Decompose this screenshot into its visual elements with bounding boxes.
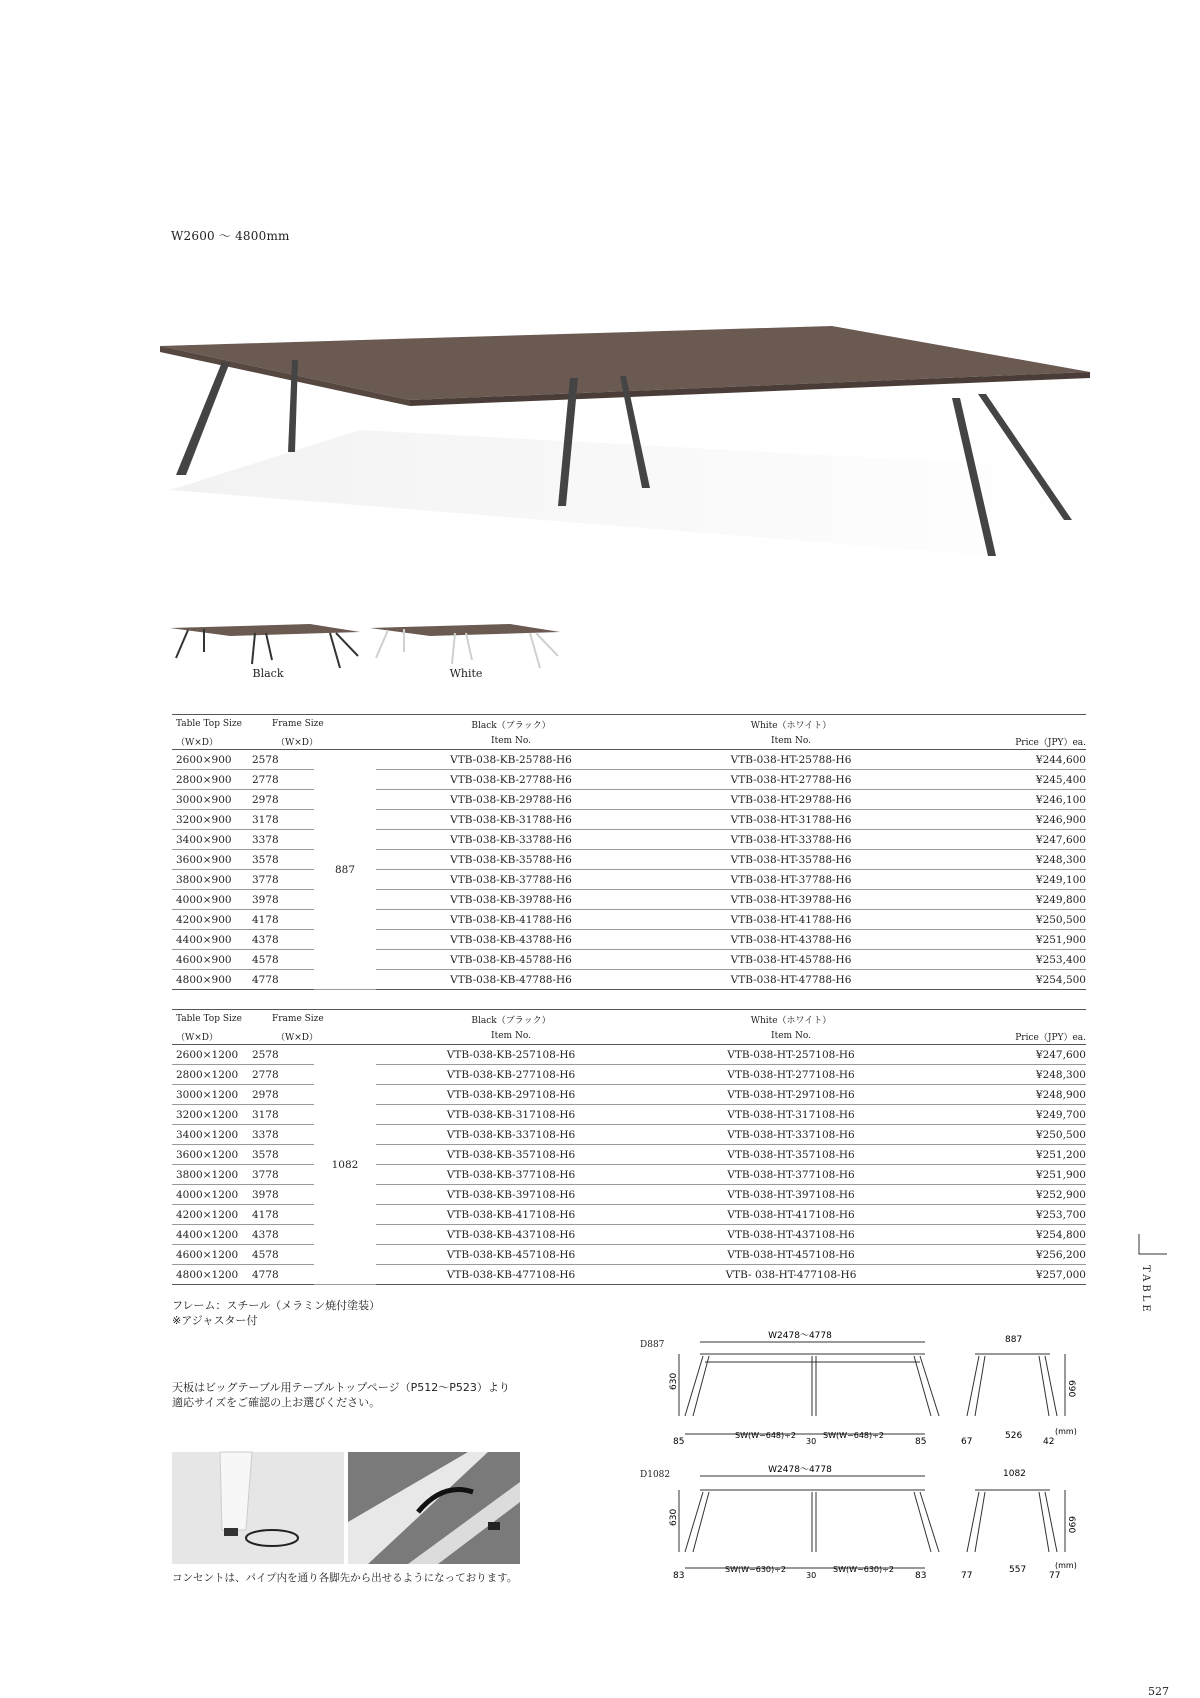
table-top-size-cell: 4000×900 [172,890,252,910]
price-cell: ¥247,600 [936,1045,1086,1065]
white-item-no-cell: VTB-038-HT-37788-H6 [646,870,936,890]
table-row [172,1265,1086,1285]
white-item-no-cell: VTB-038-HT-29788-H6 [646,790,936,810]
table-top-size-cell: 3200×900 [172,810,252,830]
frame-depth-cell: 887 [314,750,376,990]
white-item-no-cell: VTB-038-HT-397108-H6 [646,1185,936,1205]
frame-width-cell: 3778 [252,870,314,890]
table-top-size-cell: 3800×900 [172,870,252,890]
table-row [172,830,1086,850]
white-item-no-cell: VTB-038-HT-457108-H6 [646,1245,936,1265]
white-item-no-cell: VTB-038-HT-47788-H6 [646,970,936,990]
d1082-left-offset: 83 [673,1571,685,1581]
frame-width-cell: 4778 [252,970,314,990]
table-top-size-cell: 3600×900 [172,850,252,870]
col-price: Price（JPY）ea. [936,733,1086,750]
white-item-no-cell: VTB-038-HT-45788-H6 [646,950,936,970]
table-row [172,1125,1086,1145]
white-item-no-cell: VTB-038-HT-33788-H6 [646,830,936,850]
frame-width-cell: 4378 [252,930,314,950]
white-item-no-cell: VTB-038-HT-257108-H6 [646,1045,936,1065]
drawing-d887-front [669,1331,935,1447]
adjuster-note: ※アジャスター付 [172,1314,258,1327]
price-cell: ¥251,900 [936,930,1086,950]
black-item-no-cell: VTB-038-KB-33788-H6 [376,830,646,850]
drawing-d1082-front [669,1465,935,1581]
black-item-no-cell: VTB-038-KB-41788-H6 [376,910,646,930]
d1082-depth-height: 690 [1066,1516,1076,1534]
top-selection-note-1: 天板はビッグテーブル用テーブルトップページ（P512〜P523）より [172,1381,510,1394]
price-cell: ¥247,600 [936,830,1086,850]
table-top-size-cell: 3400×1200 [172,1125,252,1145]
table-row [172,750,1086,770]
table-row [172,1185,1086,1205]
black-item-no-cell: VTB-038-KB-257108-H6 [376,1045,646,1065]
frame-width-cell: 4178 [252,910,314,930]
d1082-side-right: 77 [1049,1571,1061,1581]
white-item-no-cell: VTB-038-HT-437108-H6 [646,1225,936,1245]
col-top-size-unit: （W×D） [172,733,252,750]
price-cell: ¥257,000 [936,1265,1086,1285]
table-row [172,890,1086,910]
d887-height: 630 [669,1372,679,1390]
frame-width-cell: 2778 [252,770,314,790]
black-item-no-cell: VTB-038-KB-43788-H6 [376,930,646,950]
top-selection-note-2: 適応サイズをご確認の上お選びください。 [172,1396,381,1409]
table-row [172,1065,1086,1085]
white-item-no-cell: VTB-038-HT-357108-H6 [646,1145,936,1165]
frame-width-cell: 2978 [252,790,314,810]
col-white: White（ホワイト） [646,715,936,734]
d1082-span-right: SW(W−630)÷2 [833,1565,894,1574]
col-black: Black（ブラック） [376,715,646,734]
frame-width-cell: 3378 [252,830,314,850]
table-top-size-cell: 4800×900 [172,970,252,990]
black-item-no-cell: VTB-038-KB-29788-H6 [376,790,646,810]
outlet-leg-photo [172,1452,344,1564]
black-item-no-cell: VTB-038-KB-357108-H6 [376,1145,646,1165]
price-cell: ¥246,900 [936,810,1086,830]
black-item-no-cell: VTB-038-KB-337108-H6 [376,1125,646,1145]
d1082-unit: (mm) [1055,1561,1077,1570]
table-top-size-cell: 4600×900 [172,950,252,970]
price-cell: ¥256,200 [936,1245,1086,1265]
col-white-item-no: Item No. [646,1028,936,1045]
d887-right-offset: 85 [915,1437,927,1447]
d1082-right-offset: 83 [915,1571,927,1581]
frame-width-cell: 3978 [252,890,314,910]
table-row [172,1165,1086,1185]
black-item-no-cell: VTB-038-KB-377108-H6 [376,1165,646,1185]
black-item-no-cell: VTB-038-KB-39788-H6 [376,890,646,910]
black-item-no-cell: VTB-038-KB-297108-H6 [376,1085,646,1105]
col-frame-size-unit: （W×D） [252,733,376,750]
table-top-size-cell: 2800×1200 [172,1065,252,1085]
price-cell: ¥248,300 [936,850,1086,870]
frame-width-cell: 2778 [252,1065,314,1085]
frame-width-cell: 3378 [252,1125,314,1145]
frame-width-cell: 3778 [252,1165,314,1185]
col-top-size: Table Top Size [172,715,252,734]
frame-width-cell: 3178 [252,810,314,830]
table-row [172,1085,1086,1105]
col-frame-size-unit: （W×D） [252,1028,376,1045]
frame-width-cell: 3578 [252,1145,314,1165]
frame-material-note: フレーム：スチール（メラミン焼付塗装） [172,1299,381,1312]
price-cell: ¥253,700 [936,1205,1086,1225]
table-row [172,1245,1086,1265]
black-item-no-cell: VTB-038-KB-31788-H6 [376,810,646,830]
table-top-size-cell: 3200×1200 [172,1105,252,1125]
frame-width-cell: 4778 [252,1265,314,1285]
black-finish-thumbnail [170,620,370,670]
white-item-no-cell: VTB-038-HT-31788-H6 [646,810,936,830]
frame-depth-cell: 1082 [314,1045,376,1285]
table-row [172,910,1086,930]
drawing-d887-label: D887 [640,1340,665,1350]
col-black-item-no: Item No. [376,733,646,750]
size-range-label: W2600 〜 4800mm [171,229,290,243]
black-item-no-cell: VTB-038-KB-277108-H6 [376,1065,646,1085]
price-table-d887 [172,714,1086,990]
price-cell: ¥249,800 [936,890,1086,910]
col-black-item-no: Item No. [376,1028,646,1045]
price-cell: ¥249,100 [936,870,1086,890]
outlet-frame-photo [348,1452,520,1564]
frame-width-cell: 3178 [252,1105,314,1125]
frame-width-cell: 2978 [252,1085,314,1105]
d887-center: 30 [806,1437,817,1446]
table-row [172,950,1086,970]
d887-unit: (mm) [1055,1427,1077,1436]
black-item-no-cell: VTB-038-KB-45788-H6 [376,950,646,970]
table-row [172,1045,1086,1065]
col-white: White（ホワイト） [646,1010,936,1029]
table-top-size-cell: 4400×900 [172,930,252,950]
col-black: Black（ブラック） [376,1010,646,1029]
table-row [172,810,1086,830]
table-top-size-cell: 3600×1200 [172,1145,252,1165]
d887-side-right: 42 [1043,1437,1055,1447]
table-row [172,850,1086,870]
table-top-size-cell: 2800×900 [172,770,252,790]
price-cell: ¥252,900 [936,1185,1086,1205]
table-row [172,930,1086,950]
white-item-no-cell: VTB-038-HT-297108-H6 [646,1085,936,1105]
black-item-no-cell: VTB-038-KB-25788-H6 [376,750,646,770]
black-finish-label: Black [252,667,284,680]
d887-side-left: 67 [961,1437,973,1447]
table-row [172,970,1086,990]
price-table-d1082 [172,1009,1086,1285]
white-item-no-cell: VTB- 038-HT-477108-H6 [646,1265,936,1285]
table-top-size-cell: 2600×900 [172,750,252,770]
table-top-size-cell: 3800×1200 [172,1165,252,1185]
black-item-no-cell: VTB-038-KB-35788-H6 [376,850,646,870]
frame-width-cell: 2578 [252,750,314,770]
price-cell: ¥251,900 [936,1165,1086,1185]
frame-width-cell: 4178 [252,1205,314,1225]
white-item-no-cell: VTB-038-HT-277108-H6 [646,1065,936,1085]
table-row [172,1145,1086,1165]
white-item-no-cell: VTB-038-HT-377108-H6 [646,1165,936,1185]
black-item-no-cell: VTB-038-KB-417108-H6 [376,1205,646,1225]
drawing-d887-side [961,1334,1080,1447]
frame-width-cell: 4578 [252,1245,314,1265]
price-cell: ¥246,100 [936,790,1086,810]
white-item-no-cell: VTB-038-HT-25788-H6 [646,750,936,770]
table-top-size-cell: 4400×1200 [172,1225,252,1245]
price-cell: ¥253,400 [936,950,1086,970]
col-frame-size: Frame Size [252,1010,376,1029]
white-item-no-cell: VTB-038-HT-417108-H6 [646,1205,936,1225]
white-item-no-cell: VTB-038-HT-27788-H6 [646,770,936,790]
frame-width-cell: 4578 [252,950,314,970]
drawing-d1082-side [961,1468,1080,1581]
black-item-no-cell: VTB-038-KB-37788-H6 [376,870,646,890]
table-top-size-cell: 4800×1200 [172,1265,252,1285]
d887-side-mid: 526 [1005,1431,1023,1441]
table-row [172,790,1086,810]
col-price: Price（JPY）ea. [936,1028,1086,1045]
table-row [172,870,1086,890]
d1082-side-left: 77 [961,1571,973,1581]
table-top-size-cell: 3400×900 [172,830,252,850]
d887-depth-height: 690 [1066,1380,1076,1398]
table-top-size-cell: 3000×1200 [172,1085,252,1105]
d887-span-right: SW(W−648)÷2 [823,1431,884,1440]
price-cell: ¥248,300 [936,1065,1086,1085]
side-tab-bracket [1138,1233,1168,1255]
table-top-size-cell: 4600×1200 [172,1245,252,1265]
table-row [172,1205,1086,1225]
table-top-size-cell: 4000×1200 [172,1185,252,1205]
black-item-no-cell: VTB-038-KB-457108-H6 [376,1245,646,1265]
price-cell: ¥250,500 [936,910,1086,930]
frame-width-cell: 3578 [252,850,314,870]
hero-table-image [160,310,1100,570]
white-item-no-cell: VTB-038-HT-317108-H6 [646,1105,936,1125]
white-item-no-cell: VTB-038-HT-39788-H6 [646,890,936,910]
price-cell: ¥244,600 [936,750,1086,770]
black-item-no-cell: VTB-038-KB-47788-H6 [376,970,646,990]
d1082-height: 630 [669,1508,679,1526]
price-cell: ¥249,700 [936,1105,1086,1125]
white-item-no-cell: VTB-038-HT-41788-H6 [646,910,936,930]
table-row [172,770,1086,790]
price-cell: ¥254,800 [936,1225,1086,1245]
price-cell: ¥248,900 [936,1085,1086,1105]
d887-depth: 887 [1005,1335,1023,1345]
frame-width-cell: 4378 [252,1225,314,1245]
side-tab-label: TABLE [1140,1265,1151,1315]
white-finish-thumbnail [370,620,570,670]
price-cell: ¥245,400 [936,770,1086,790]
black-item-no-cell: VTB-038-KB-437108-H6 [376,1225,646,1245]
table-top-size-cell: 3000×900 [172,790,252,810]
white-finish-label: White [449,667,483,680]
price-cell: ¥254,500 [936,970,1086,990]
table-row [172,1105,1086,1125]
black-item-no-cell: VTB-038-KB-397108-H6 [376,1185,646,1205]
d1082-side-mid: 557 [1009,1565,1027,1575]
table-top-size-cell: 4200×1200 [172,1205,252,1225]
col-top-size: Table Top Size [172,1010,252,1029]
d1082-center: 30 [806,1571,817,1580]
col-white-item-no: Item No. [646,733,936,750]
black-item-no-cell: VTB-038-KB-317108-H6 [376,1105,646,1125]
d887-span-left: SW(W−648)÷2 [735,1431,796,1440]
drawing-d1082-label: D1082 [640,1470,671,1480]
page-number: 527 [1148,1685,1169,1698]
table-top-size-cell: 2600×1200 [172,1045,252,1065]
col-top-size-unit: （W×D） [172,1028,252,1045]
table-row [172,1225,1086,1245]
black-item-no-cell: VTB-038-KB-27788-H6 [376,770,646,790]
d1082-width: W2478〜4778 [768,1465,832,1475]
white-item-no-cell: VTB-038-HT-35788-H6 [646,850,936,870]
col-frame-size: Frame Size [252,715,376,734]
white-item-no-cell: VTB-038-HT-337108-H6 [646,1125,936,1145]
d1082-span-left: SW(W−630)÷2 [725,1565,786,1574]
outlet-caption: コンセントは、パイプ内を通り各脚先から出せるようになっております。 [172,1572,518,1584]
black-item-no-cell: VTB-038-KB-477108-H6 [376,1265,646,1285]
frame-width-cell: 2578 [252,1045,314,1065]
d1082-depth: 1082 [1003,1469,1026,1479]
white-item-no-cell: VTB-038-HT-43788-H6 [646,930,936,950]
frame-width-cell: 3978 [252,1185,314,1205]
price-cell: ¥250,500 [936,1125,1086,1145]
table-top-size-cell: 4200×900 [172,910,252,930]
d887-left-offset: 85 [673,1437,685,1447]
d887-width: W2478〜4778 [768,1331,832,1341]
price-cell: ¥251,200 [936,1145,1086,1165]
